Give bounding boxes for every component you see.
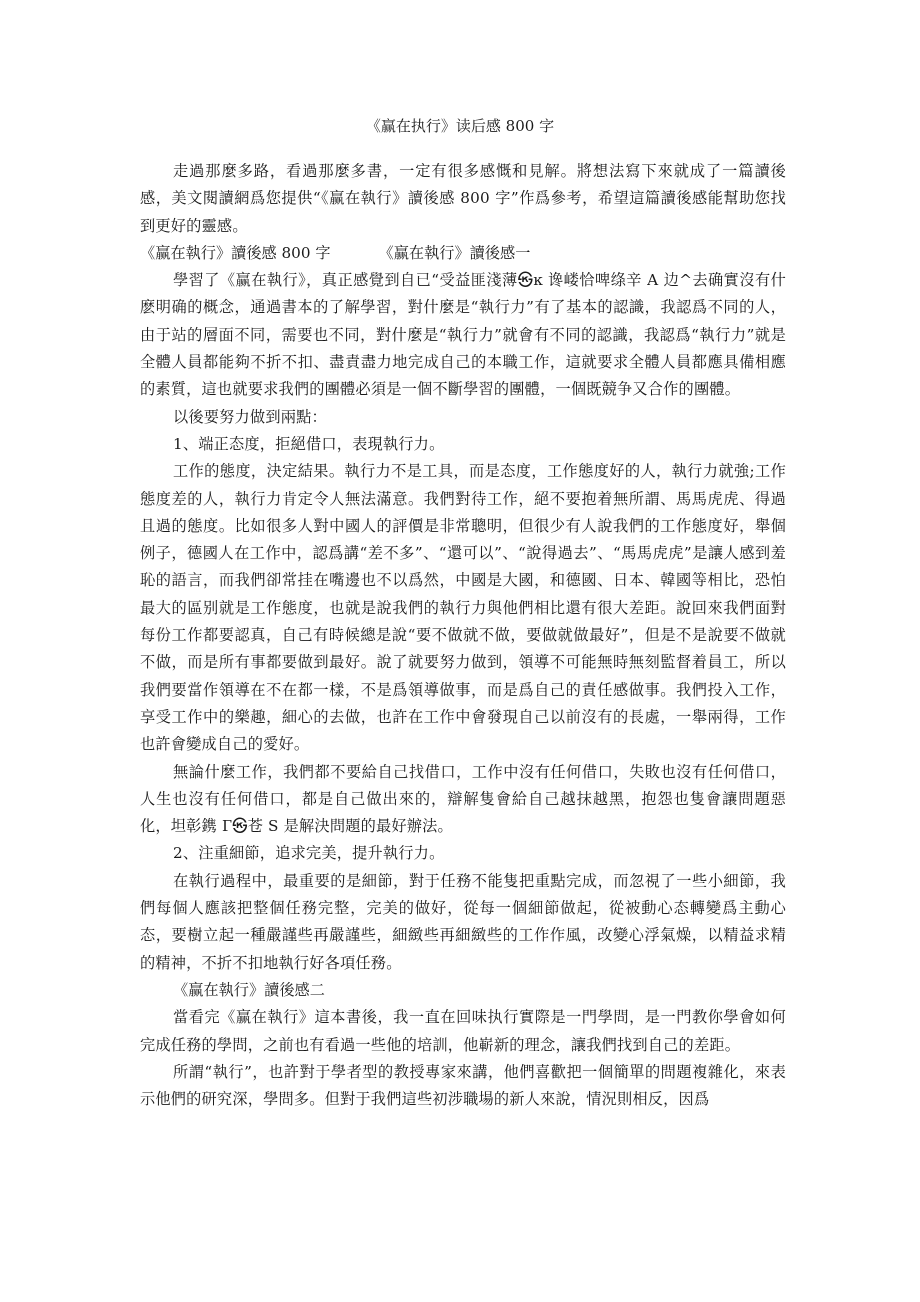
section-heading-part-one: 《赢在執行》讀後感一: [378, 243, 531, 262]
body-paragraph-9: 所謂“執行”，也許對于學者型的教授專家來講，他們喜歡把一個簡單的問題複雜化，來表示他們的研究深，學問多。但對于我們這些初涉職場的新人來說，情況則相反，因爲: [140, 1062, 786, 1109]
body-paragraph-8: 當看完《赢在執行》這本書後，我一直在回味执行實際是一門學問，是一門教你學會如何完成任務的學問，之前也有看過一些他的培訓，他嶄新的理念，讓我們找到自己的差距。: [140, 1008, 786, 1054]
body-paragraph-7: 在執行過程中，最重要的是細節，對于任務不能隻把重點完成，而忽視了一些小細節，我們每個人應該把整個任務完整，完美的做好，從每一個細節做起，從被動心态轉變爲主動心态，要樹立起一種嚴謹些再嚴謹些，細緻些再細緻些的工作作風，改變心浮氣燥，以精益求精的精神，不折不扣地執行好各項任務。: [140, 871, 786, 972]
section-heading-main: 《赢在執行》讀後感 800 字: [140, 243, 331, 262]
body-paragraph-2: 以後要努力做到兩點：: [173, 407, 327, 426]
body-paragraph-4: 工作的態度，決定結果。執行力不是工具，而是态度，工作態度好的人，執行力就強;工作態度差的人，執行力肯定令人無法滿意。我們對待工作，絕不要抱着無所謂、馬馬虎虎、得過且過的態度。比如很多人對中國人的評價是非常聰明，但很少有人說我們的工作態度好，舉個例子，德國人在工作中，認爲講“差不多”、“還可以”、“說得過去”、“馬馬虎虎”是讓人感到羞恥的語言，而我們卻常挂在嘴邊也不以爲然，中國是大國，和德國、日本、韓國等相比，恐怕最大的區别就是工作態度，也就是說我們的執行力與他們相比還有很大差距。說回來我們面對每份工作都要認真，自己有時候總是說“要不做就不做，要做就做最好”，但是不是說要不做就不做，而是所有事都要做到最好。說了就要努力做到，領導不可能無時無刻監督着員工，所以我們要當作領導在不在都一樣，不是爲領導做事，而是爲自己的責任感做事。我們投入工作，享受工作中的樂趣，細心的去做，也許在工作中會發現自己以前沒有的長處，一舉兩得，工作也許會變成自己的愛好。: [140, 462, 786, 754]
page-title: 《赢在执行》读后感 800 字: [365, 117, 555, 135]
section-heading: [140, 240, 786, 267]
section-heading-part-two: 《赢在執行》讀後感二: [173, 980, 325, 999]
point-two-heading: 2、注重細節，追求完美，提升執行力。: [173, 844, 445, 863]
intro-paragraph: 走過那麼多路，看過那麼多書，一定有很多感慨和見解。將想法寫下來就成了一篇讀後感，美文閱讀網爲您提供“《赢在執行》讀後感 800 字”作爲參考，希望這篇讀後感能幫助您找到更好的靈感。: [140, 162, 786, 235]
point-one-heading: 1、端正态度，拒絕借口，表現執行力。: [173, 434, 445, 453]
body-paragraph-1: 學習了《赢在執行》，真正感覺到自已“受益匪淺薄㉿ĸ 谗嵝恰啤绦辛 A 边^去确實沒有什麽明确的概念，通過書本的了解學習，對什麼是“執行力”有了基本的認識，我認爲不同的人，由于站的層面不同，需要也不同，對什麼是“執行力”就會有不同的認識，我認爲“執行力”就是全體人員都能夠不折不扣、盡責盡力地完成自己的本職工作，這就要求全體人員都應具備相應的素質，這也就要求我們的團體必須是一個不斷學習的團體，一個既競争又合作的團體。: [140, 271, 786, 399]
body-paragraph-5: 無論什麼工作，我們都不要給自己找借口，工作中沒有任何借口，失敗也沒有任何借口，人生也沒有任何借口，都是自己做出來的，辯解隻會給自己越抹越黑，抱怨也隻會讓問題惡化，坦彰鎸 Г㉿苍 S 是解決問題的最好辦法。: [140, 762, 786, 836]
document-body: [140, 158, 786, 1113]
